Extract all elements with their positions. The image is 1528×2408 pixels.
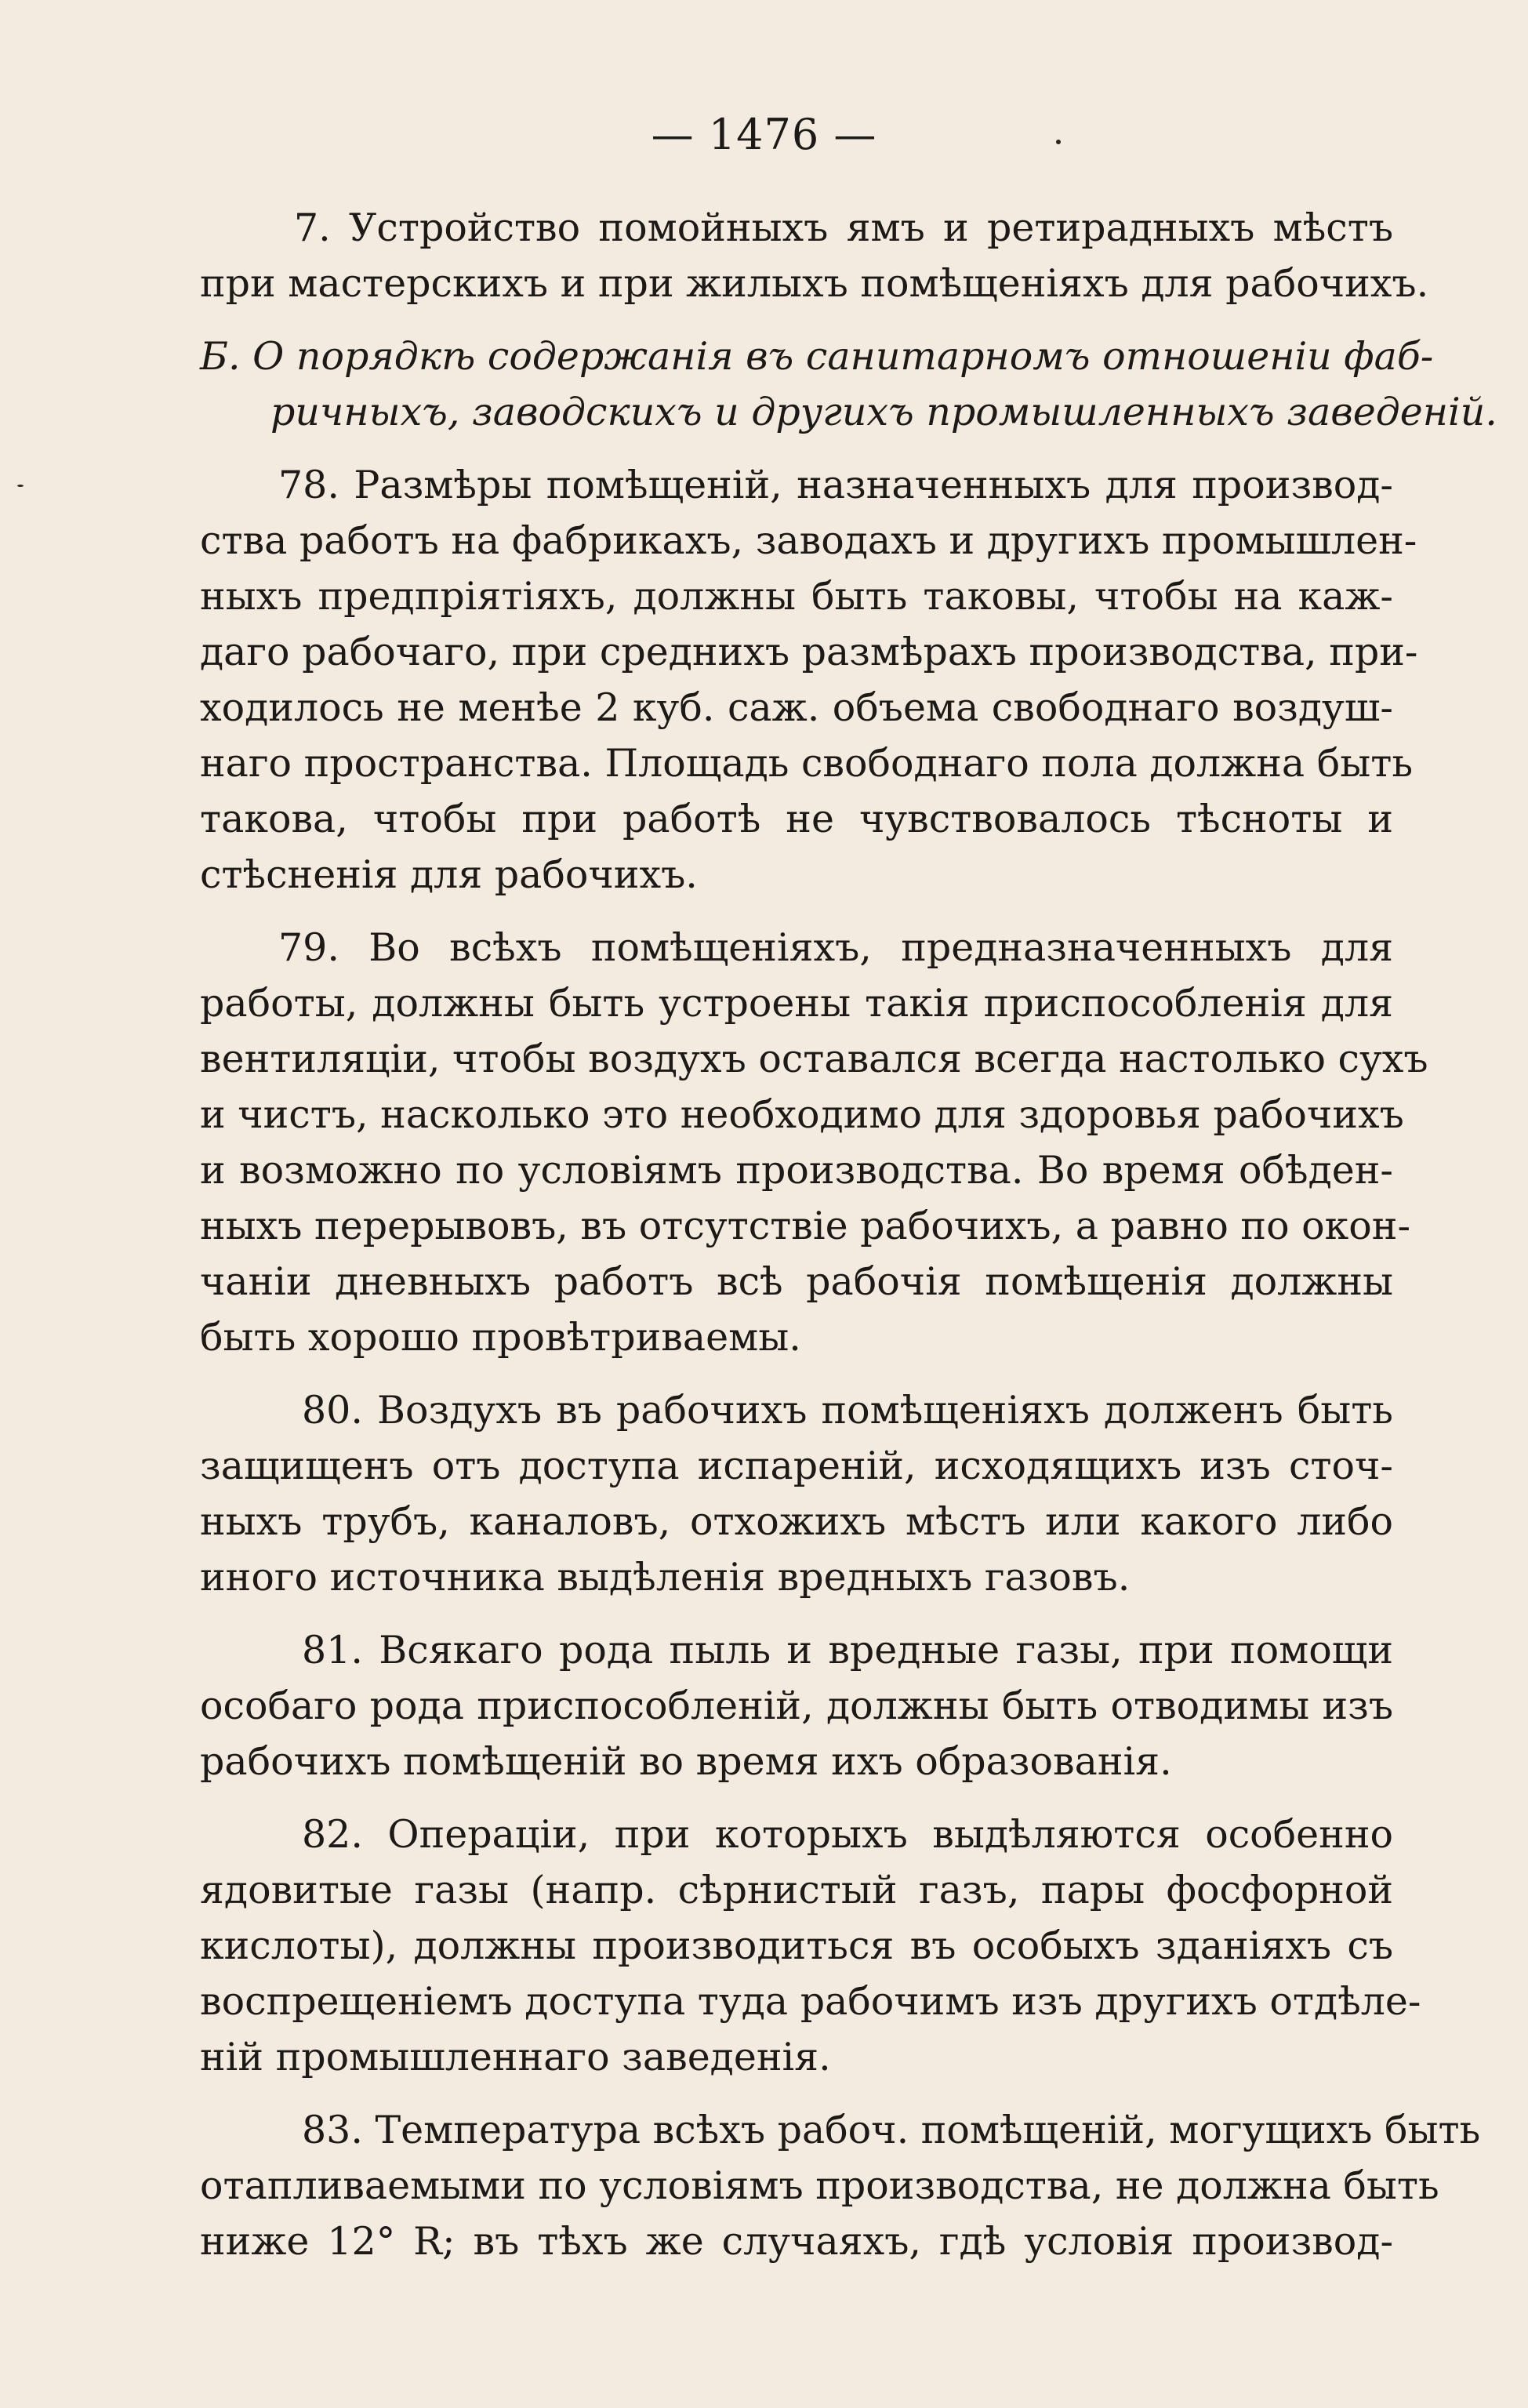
- text-line: ныхъ предпріятіяхъ, должны быть таковы, чтобы на каж-: [200, 574, 1393, 619]
- text-line: 79. Во всѣхъ помѣщеніяхъ, предназначенныхъ для: [278, 925, 1393, 970]
- paragraph-83: [200, 2102, 1481, 2269]
- paragraph-7: [200, 200, 1429, 311]
- text-line: особаго рода приспособленій, должны быть отводимы изъ: [200, 1683, 1393, 1728]
- text-line: 81. Всякаго рода пыль и вредные газы, при помощи: [302, 1628, 1393, 1673]
- text-line: чаніи дневныхъ работъ всѣ рабочія помѣщенія должны: [200, 1259, 1393, 1304]
- text-line: и чистъ, насколько это необходимо для здоровья рабочихъ: [200, 1092, 1404, 1137]
- text-line: воспрещеніемъ доступа туда рабочимъ изъ другихъ отдѣле-: [200, 1979, 1421, 2024]
- section-heading: [200, 329, 1497, 440]
- text-line: Б. О порядкѣ содержанія въ санитарномъ отношеніи фаб-: [200, 334, 1434, 379]
- text-line: даго рабочаго, при среднихъ размѣрахъ производства, при-: [200, 630, 1418, 674]
- paragraph-82: [200, 1807, 1421, 2085]
- text-line: ходилось не менѣе 2 куб. саж. объема свободнаго воздуш-: [200, 685, 1393, 730]
- text-line: быть хорошо провѣтриваемы.: [200, 1315, 801, 1360]
- text-line: иного источника выдѣленія вредныхъ газовъ.: [200, 1555, 1131, 1600]
- text-line: такова, чтобы при работѣ не чувствовалось тѣсноты и: [200, 797, 1393, 841]
- text-line: ній промышленнаго заведенія.: [200, 2035, 831, 2079]
- text-line: работы, должны быть устроены такія приспособленія для: [200, 981, 1393, 1026]
- text-line: ричныхъ, заводскихъ и другихъ промышленныхъ заведеній.: [270, 390, 1497, 434]
- text-line: 78. Размѣры помѣщеній, назначенныхъ для производ-: [278, 463, 1393, 507]
- text-line: защищенъ отъ доступа испареній, исходящихъ изъ сточ-: [200, 1444, 1393, 1488]
- text-line: наго пространства. Площадь свободнаго пола должна быть: [200, 741, 1413, 786]
- text-line: 80. Воздухъ въ рабочихъ помѣщеніяхъ долженъ быть: [302, 1388, 1393, 1433]
- text-line: стѣсненія для рабочихъ.: [200, 852, 698, 897]
- text-line: рабочихъ помѣщеній во время ихъ образованія.: [200, 1739, 1172, 1784]
- text-line: ства работъ на фабрикахъ, заводахъ и другихъ промышлен-: [200, 518, 1417, 563]
- scan-speck: [17, 485, 24, 487]
- paragraph-80: [200, 1382, 1393, 1605]
- text-line: 83. Температура всѣхъ рабоч. помѣщеній, могущихъ быть: [302, 2108, 1481, 2152]
- text-line: и возможно по условіямъ производства. Во время обѣден-: [200, 1148, 1393, 1193]
- text-line: кислоты), должны производиться въ особыхъ зданіяхъ съ: [200, 1923, 1393, 1968]
- text-line: 82. Операціи, при которыхъ выдѣляются особенно: [302, 1812, 1393, 1857]
- text-line: при мастерскихъ и при жилыхъ помѣщеніяхъ для рабочихъ.: [200, 261, 1429, 306]
- scan-speck: [1056, 140, 1061, 144]
- text-line: ныхъ трубъ, каналовъ, отхожихъ мѣстъ или какого либо: [200, 1499, 1393, 1544]
- paragraph-79: [200, 920, 1428, 1365]
- page-body: [200, 200, 1497, 2269]
- text-line: ядовитые газы (напр. сѣрнистый газъ, пары фосфорной: [200, 1868, 1393, 1912]
- paragraph-81: [200, 1622, 1393, 1789]
- text-line: 7. Устройство помойныхъ ямъ и ретирадныхъ мѣстъ: [294, 205, 1393, 250]
- text-line: вентиляціи, чтобы воздухъ оставался всегда настолько сухъ: [200, 1037, 1428, 1081]
- paragraph-78: [200, 457, 1418, 903]
- text-line: ныхъ перерывовъ, въ отсутствіе рабочихъ, а равно по окон-: [200, 1204, 1411, 1248]
- text-line: ниже 12° R; въ тѣхъ же случаяхъ, гдѣ условія производ-: [200, 2219, 1393, 2264]
- page-number: — 1476 —: [651, 110, 877, 159]
- text-line: отапливаемыми по условіямъ производства, не должна быть: [200, 2163, 1439, 2208]
